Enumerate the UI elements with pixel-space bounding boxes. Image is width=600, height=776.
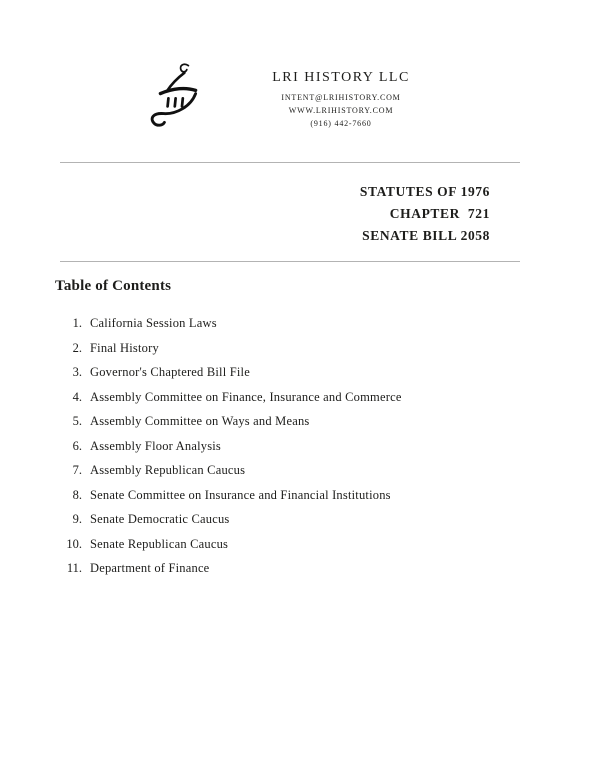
toc-list [0,311,600,581]
toc-item [0,556,600,581]
toc-item [0,483,600,508]
toc-item-label: Department of Finance [90,561,210,575]
letterhead-text [236,70,446,130]
toc-item-number: 4. [72,389,82,404]
toc-item-label: Senate Democratic Caucus [90,512,230,526]
toc-item-number: 11. [66,561,82,575]
toc-item-number: 10. [66,536,82,551]
toc-item-label: Senate Committee on Insurance and Financial Institutions [90,487,391,502]
reference-block [0,181,600,247]
toc-item-number: 1. [72,316,82,330]
company-phone: (916) 442-7660 [310,119,372,128]
toc-item [0,458,600,483]
toc-item [0,336,600,361]
toc-item-number: 5. [72,414,82,428]
toc-item [0,507,600,532]
divider-middle [60,261,520,262]
statutes-line: STATUTES OF 1976 [359,184,490,199]
toc-item-number: 8. [72,487,82,502]
toc-item-number: 2. [72,340,82,355]
toc-item [0,311,600,336]
toc-item-label: California Session Laws [90,316,217,330]
toc-item-number: 9. [72,512,82,526]
toc-item [0,360,600,385]
toc-item [0,385,600,410]
toc-item-number: 7. [72,463,82,477]
toc-item-label: Assembly Committee on Ways and Means [90,414,310,428]
lri-calligraphy-logo-icon [138,58,218,142]
toc-item-label: Assembly Committee on Finance, Insurance and Commerce [90,389,402,404]
company-website: WWW.LRIHISTORY.COM [288,106,394,115]
toc-item [0,409,600,434]
divider-top [60,162,520,163]
chapter-line: CHAPTER 721 [389,206,490,221]
toc-item-number: 3. [72,365,82,379]
senate-bill-line: SENATE BILL 2058 [362,228,490,243]
letterhead [138,0,600,142]
toc-item-number: 6. [72,438,82,453]
toc-item [0,434,600,459]
company-name: LRI HISTORY LLC [272,70,410,85]
toc-item-label: Senate Republican Caucus [90,536,229,551]
company-email: INTENT@LRIHISTORY.COM [281,93,401,102]
toc-title: Table of Contents [55,278,172,294]
toc-item-label: Assembly Floor Analysis [90,438,221,453]
toc-item-label: Governor's Chaptered Bill File [90,365,250,379]
toc-item-label: Assembly Republican Caucus [90,463,246,477]
toc-item-label: Final History [90,340,159,355]
toc-item [0,532,600,557]
